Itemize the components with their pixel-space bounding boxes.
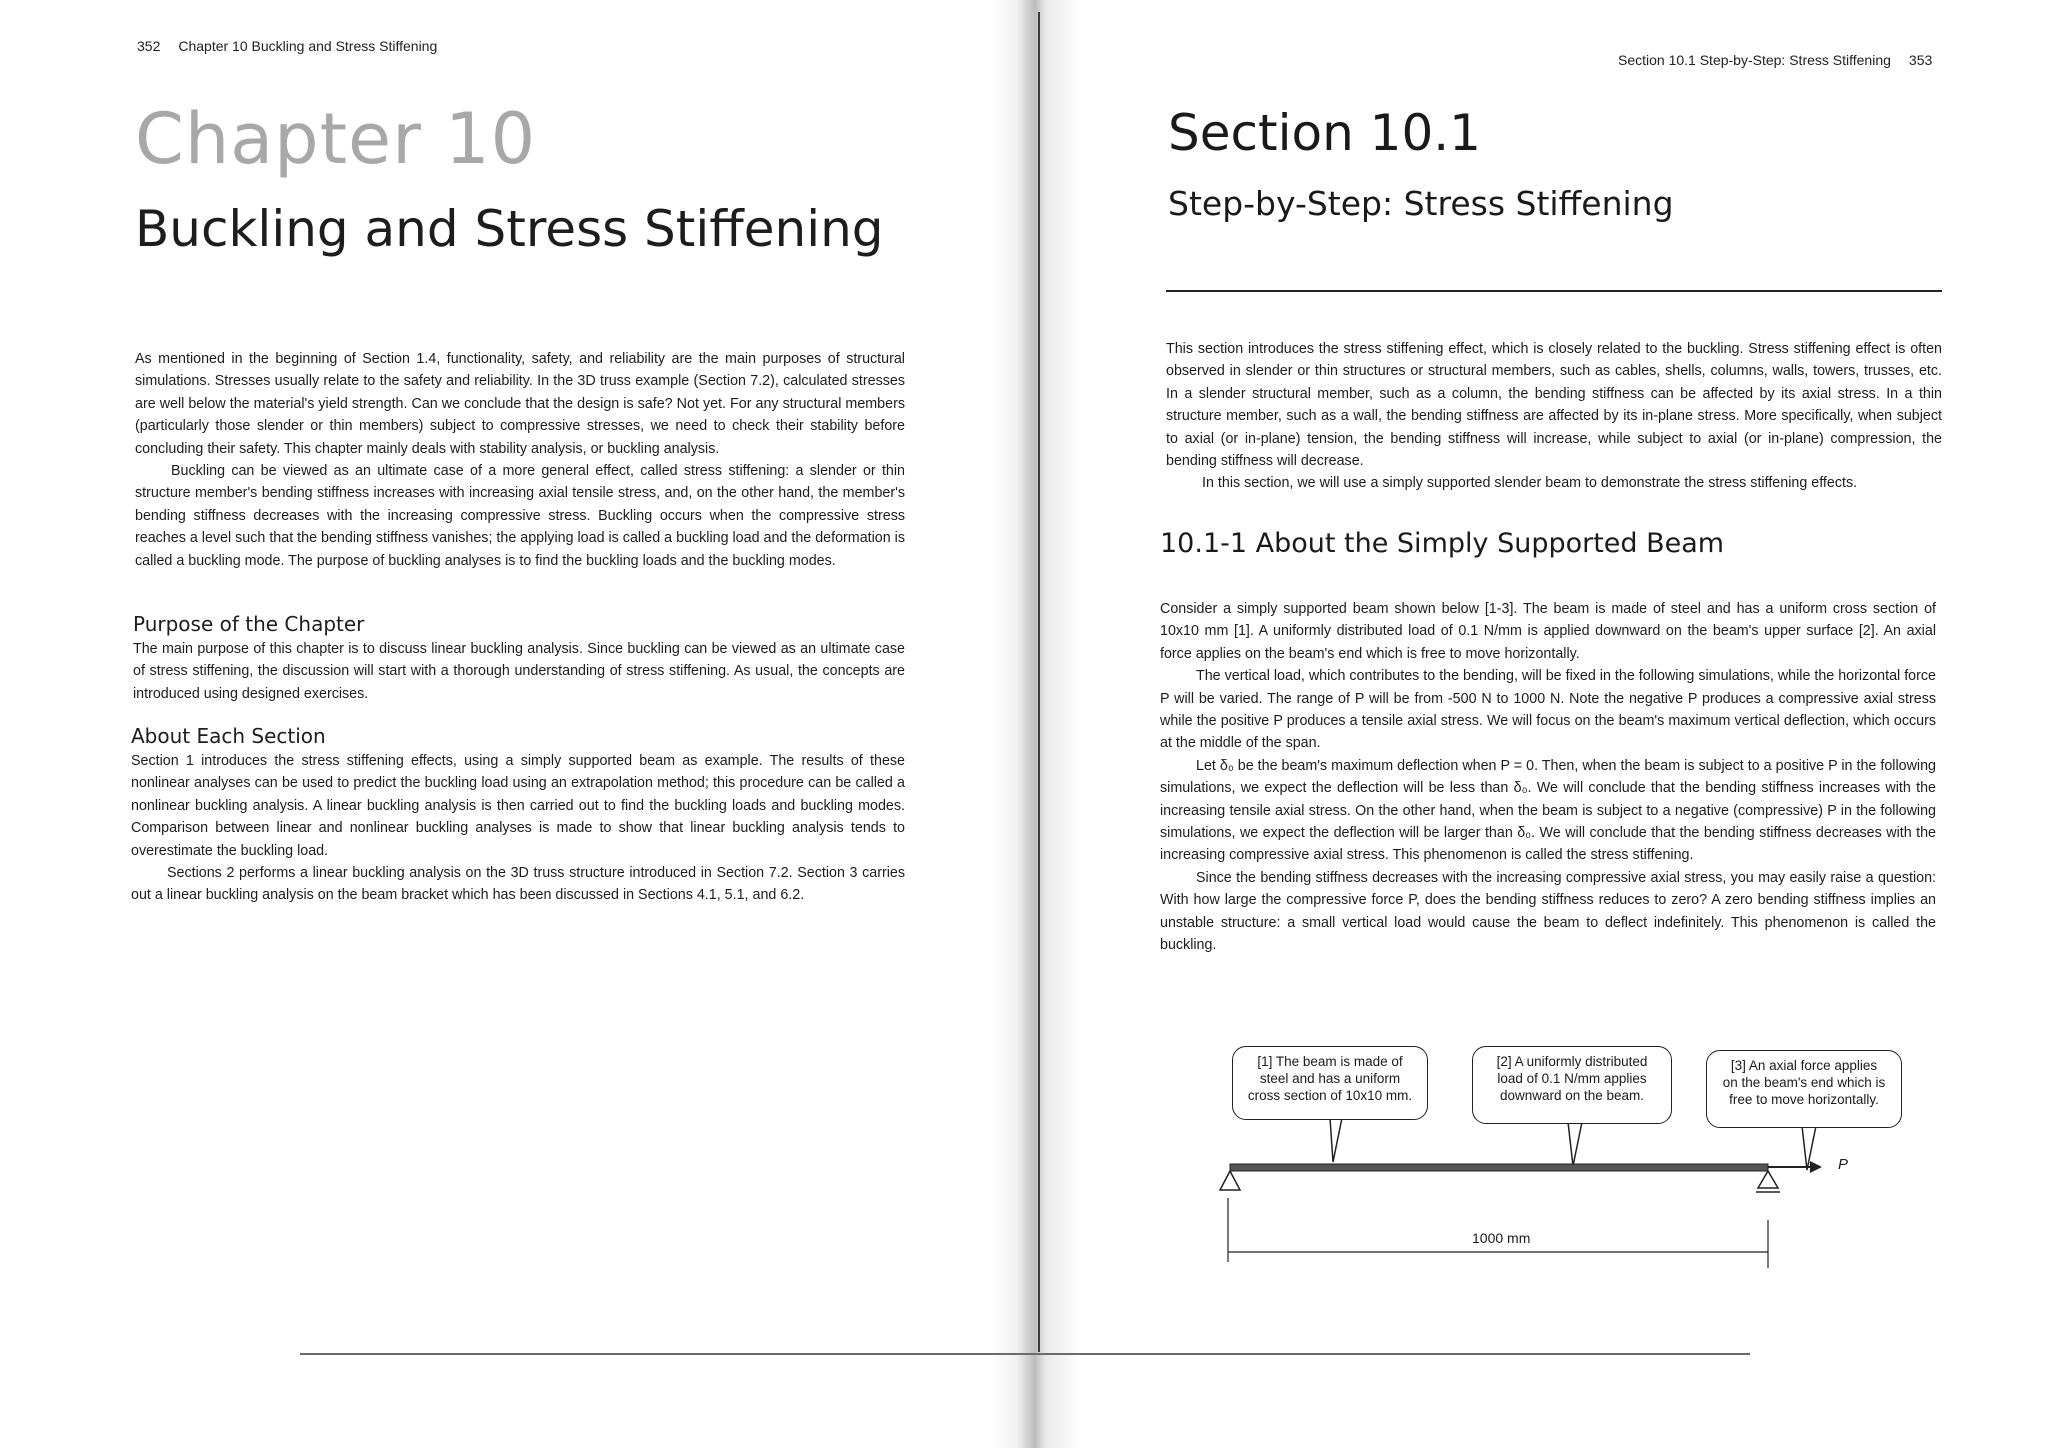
- callout-1-line-2: steel and has a uniform: [1259, 1071, 1401, 1086]
- chapter-intro-paragraph-1: As mentioned in the beginning of Section 1.4, functionality, safety, and reliability are the main purposes of structural simulations. Stresses usually relate to the safety and reliability. In the 3D truss example (Section 7.2), calculated stresses are well below the material's yield strength. Can we conclude that the design is safe? Not yet. For any structural members (particularly those slender or thin members) subject to compressive stresses, we need to check their stability before concluding their safety. This chapter mainly deals with stability analysis, or buckling analysis.: [135, 351, 905, 457]
- book-gutter-shadow: [990, 0, 1080, 1448]
- section-intro-paragraph-1: This section introduces the stress stiffening effect, which is closely related to the buckling. Stress stiffening effect is often observed in slender or thin structures or structural members, such as cables, shells, columns, walls, towers, trusses, etc. In a slender structural member, such as a column, the bending stiffness can be affected by its axial stress. In a thin structure member, such as a wall, the bending stiffness are affected by its in-plane stress. More specifically, when subject to axial (or in-plane) tension, the bending stiffness will increase, while subject to axial (or in-plane) compression, the bending stiffness will decrease.: [1166, 341, 1942, 470]
- callout-2-pointer: [1568, 1122, 1582, 1166]
- purpose-paragraph: The main purpose of this chapter is to discuss linear buckling analysis. Since buckling can be viewed as an ultimate case of stress stiffening, the discussion will start with a thorough understanding of stress stiffening. As usual, the concepts are introduced using designed exercises.: [133, 641, 905, 702]
- axial-force-label: P: [1838, 1156, 1849, 1173]
- purpose-heading: Purpose of the Chapter: [133, 612, 365, 636]
- callout-1-line-1: [1] The beam is made of: [1257, 1054, 1403, 1069]
- callout-3-line-1: [3] An axial force applies: [1730, 1058, 1878, 1073]
- right-page-number: 353: [1908, 52, 1933, 68]
- chapter-intro: [135, 348, 905, 572]
- subsection-heading: 10.1-1 About the Simply Supported Beam: [1160, 528, 1725, 559]
- pin-support: [1220, 1171, 1240, 1190]
- left-running-head-text: Chapter 10 Buckling and Stress Stiffening: [178, 38, 438, 54]
- callout-1: [1232, 1046, 1428, 1120]
- left-page-number: 352: [137, 38, 161, 54]
- purpose-body: [133, 638, 905, 705]
- beam-figure: [1210, 1030, 1910, 1280]
- callout-2-line-3: downward on the beam.: [1499, 1088, 1645, 1103]
- beam: [1230, 1164, 1768, 1171]
- section-intro-paragraph-2: In this section, we will use a simply supported slender beam to demonstrate the stress stiffening effects.: [1202, 475, 1858, 492]
- sections-body: [131, 750, 905, 907]
- chapter-title: Buckling and Stress Stiffening: [135, 200, 884, 258]
- beam-paragraph-3: Let δ₀ be the beam's maximum deflection when P = 0. Then, when the beam is subject to a positive P in the following simulations, we expect the deflection will be less than δ₀. We will conclude that the bending stiffness increases with the increasing tensile axial stress. On the other hand, when the beam is subject to a negative (compressive) P in the following simulations, we expect the deflection will be larger than δ₀. We will conclude that the bending stiffness decreases with the increasing compressive axial stress. This phenomenon is called the stress stiffening.: [1160, 757, 1936, 864]
- chapter-intro-paragraph-2: Buckling can be viewed as an ultimate case of a more general effect, called stress stiffening: a slender or thin structure member's bending stiffness increases with increasing axial tensile stress, and, on the other hand, the member's bending stiffness decreases with the increasing compressive stress. Buckling occurs when the compressive stress reaches a level such that the bending stiffness vanishes; the applying load is called a buckling load and the deformation is called a buckling mode. The purpose of buckling analyses is to find the buckling loads and the buckling modes.: [135, 463, 905, 569]
- axial-force-arrowhead: [1810, 1161, 1822, 1173]
- beam-description: [1160, 598, 1936, 957]
- span-label: 1000 mm: [1472, 1230, 1531, 1246]
- right-running-head-text: Section 10.1 Step-by-Step: Stress Stiffening: [1618, 52, 1891, 68]
- section-divider: [1166, 290, 1942, 292]
- callout-3-line-3: free to move horizontally.: [1729, 1092, 1879, 1107]
- gutter-line: [1038, 12, 1040, 1352]
- sections-paragraph-2: Sections 2 performs a linear buckling analysis on the 3D truss structure introduced in Section 7.2. Section 3 carries out a linear buckling analysis on the beam bracket which has been discussed in Sections 4.1, 5.1, and 6.2.: [131, 865, 905, 904]
- callout-3: [1706, 1050, 1902, 1128]
- left-running-head: [137, 38, 437, 54]
- callout-1-line-3: cross section of 10x10 mm.: [1247, 1088, 1413, 1103]
- roller-support: [1758, 1171, 1778, 1188]
- callout-2: [1472, 1046, 1672, 1124]
- page-bottom-edge: [300, 1353, 1750, 1355]
- right-running-head: [1618, 52, 1932, 68]
- chapter-label: Chapter 10: [135, 98, 537, 180]
- beam-paragraph-1: Consider a simply supported beam shown below [1-3]. The beam is made of steel and has a uniform cross section of 10x10 mm [1]. A uniformly distributed load of 0.1 N/mm is applied downward on the beam's upper surface [2]. An axial force applies on the beam's end which is free to move horizontally.: [1160, 601, 1936, 662]
- beam-paragraph-2: The vertical load, which contributes to the bending, will be fixed in the following simulations, while the horizontal force P will be varied. The range of P will be from -500 N to 1000 N. Note the negative P produces a compressive axial stress while the positive P produces a tensile axial stress. We will focus on the beam's maximum vertical deflection, which occurs at the middle of the span.: [1160, 668, 1936, 752]
- callout-1-pointer: [1330, 1118, 1342, 1162]
- section-title: Step-by-Step: Stress Stiffening: [1168, 184, 1674, 223]
- sections-paragraph-1: Section 1 introduces the stress stiffening effects, using a simply supported beam as example. The results of these nonlinear analyses can be used to predict the buckling load using an extrapolation method; this procedure can be called a nonlinear buckling analysis. A linear buckling analysis is then carried out to find the buckling loads and buckling modes. Comparison between linear and nonlinear buckling analyses is made to show that linear buckling analysis tends to overestimate the buckling load.: [131, 753, 905, 859]
- beam-paragraph-4: Since the bending stiffness decreases with the increasing compressive axial stress, you may easily raise a question: With how large the compressive force P, does the bending stiffness reduces to zero? A zero bending stiffness implies an unstable structure: a small vertical load would cause the beam to deflect indefinitely. This phenomenon is called the buckling.: [1160, 869, 1936, 954]
- callout-2-line-1: [2] A uniformly distributed: [1496, 1054, 1648, 1069]
- sections-heading: About Each Section: [131, 724, 326, 748]
- section-label: Section 10.1: [1168, 104, 1481, 162]
- callout-2-line-2: load of 0.1 N/mm applies: [1497, 1071, 1647, 1086]
- section-intro: [1166, 338, 1942, 495]
- callout-3-line-2: on the beam's end which is: [1722, 1075, 1886, 1090]
